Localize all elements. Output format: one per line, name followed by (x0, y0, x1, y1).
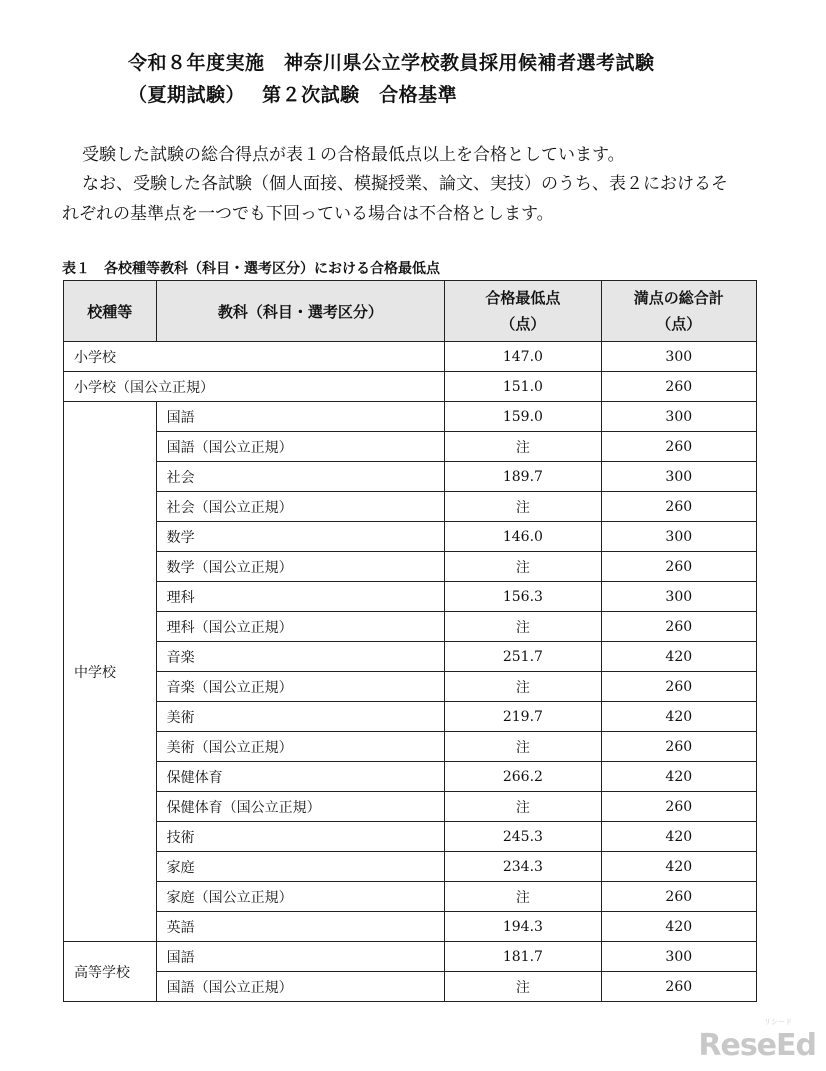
min-score-cell: 注 (445, 792, 601, 822)
subject-cell: 技術 (156, 822, 445, 852)
subject-cell: 国語 (156, 942, 445, 972)
table-row (64, 762, 757, 792)
subject-cell: 国語（国公立正規） (156, 432, 445, 462)
document-title-line1: 令和８年度実施 神奈川県公立学校教員採用候補者選考試験 (128, 52, 655, 74)
table-row (64, 702, 757, 732)
min-score-cell: 151.0 (445, 372, 601, 402)
table-row (64, 942, 757, 972)
document-title-line2: （夏期試験） 第２次試験 合格基準 (128, 84, 458, 106)
table-row (64, 432, 757, 462)
max-score-cell: 300 (601, 582, 756, 612)
header-school: 校種等 (64, 281, 157, 342)
subject-cell: 理科（国公立正規） (156, 612, 445, 642)
max-score-cell: 420 (601, 912, 756, 942)
subject-cell: 音楽（国公立正規） (156, 672, 445, 702)
subject-cell: 保健体育（国公立正規） (156, 792, 445, 822)
subject-cell: 英語 (156, 912, 445, 942)
min-score-cell: 219.7 (445, 702, 601, 732)
max-score-cell: 260 (601, 732, 756, 762)
min-score-cell: 156.3 (445, 582, 601, 612)
max-score-cell: 260 (601, 432, 756, 462)
max-score-cell: 260 (601, 672, 756, 702)
table-row (64, 552, 757, 582)
header-min-line2: （点） (500, 315, 546, 333)
passing-score-table (63, 280, 757, 1002)
max-score-cell: 300 (601, 942, 756, 972)
max-score-cell: 420 (601, 762, 756, 792)
school-label: 高等学校 (64, 942, 157, 1002)
resed-logo: ReseEd (698, 1028, 816, 1063)
min-score-cell: 注 (445, 492, 601, 522)
table-caption: 表１ 各校種等教科（科目・選考区分）における合格最低点 (62, 261, 440, 277)
table-row (64, 612, 757, 642)
subject-cell: 社会（国公立正規） (156, 492, 445, 522)
subject-cell: 美術（国公立正規） (156, 732, 445, 762)
header-max-line2: （点） (656, 315, 702, 333)
table-row (64, 972, 757, 1002)
min-score-cell: 251.7 (445, 642, 601, 672)
header-min-score (445, 281, 601, 342)
header-subject: 教科（科目・選考区分） (156, 281, 445, 342)
max-score-cell: 300 (601, 402, 756, 432)
max-score-cell: 260 (601, 372, 756, 402)
min-score-cell: 245.3 (445, 822, 601, 852)
school-label: 小学校（国公立正規） (64, 372, 445, 402)
max-score-cell: 260 (601, 552, 756, 582)
max-score-cell: 260 (601, 612, 756, 642)
min-score-cell: 159.0 (445, 402, 601, 432)
min-score-cell: 注 (445, 612, 601, 642)
min-score-cell: 181.7 (445, 942, 601, 972)
header-max-line1: 満点の総合計 (633, 289, 724, 307)
min-score-cell: 注 (445, 972, 601, 1002)
subject-cell: 保健体育 (156, 762, 445, 792)
school-label: 中学校 (64, 402, 157, 942)
max-score-cell: 260 (601, 882, 756, 912)
subject-cell: 数学 (156, 522, 445, 552)
subject-cell: 数学（国公立正規） (156, 552, 445, 582)
subject-cell: 社会 (156, 462, 445, 492)
min-score-cell: 194.3 (445, 912, 601, 942)
min-score-cell: 234.3 (445, 852, 601, 882)
min-score-cell: 266.2 (445, 762, 601, 792)
max-score-cell: 420 (601, 822, 756, 852)
max-score-cell: 420 (601, 642, 756, 672)
header-max-score (601, 281, 756, 342)
table-row (64, 582, 757, 612)
min-score-cell: 146.0 (445, 522, 601, 552)
school-label: 小学校 (64, 342, 445, 372)
table-row (64, 402, 757, 432)
table-row (64, 912, 757, 942)
table-row (64, 342, 757, 372)
min-score-cell: 注 (445, 732, 601, 762)
table-row (64, 672, 757, 702)
max-score-cell: 300 (601, 462, 756, 492)
table-row (64, 462, 757, 492)
min-score-cell: 147.0 (445, 342, 601, 372)
intro-paragraph-2: なお、受験した各試験（個人面接、模擬授業、論文、実技）のうち、表２におけるそ (82, 174, 728, 194)
table-row (64, 852, 757, 882)
table-row (64, 492, 757, 522)
max-score-cell: 300 (601, 342, 756, 372)
table-row (64, 372, 757, 402)
table-header-row (64, 281, 757, 342)
min-score-cell: 注 (445, 672, 601, 702)
watermark-sub: リシード (764, 1018, 792, 1026)
subject-cell: 家庭 (156, 852, 445, 882)
subject-cell: 国語 (156, 402, 445, 432)
intro-paragraph-1: 受験した試験の総合得点が表１の合格最低点以上を合格としています。 (82, 145, 625, 165)
table-row (64, 522, 757, 552)
intro-paragraph-3: れぞれの基準点を一つでも下回っている場合は不合格とします。 (62, 204, 554, 224)
max-score-cell: 260 (601, 972, 756, 1002)
table-row (64, 822, 757, 852)
subject-cell: 国語（国公立正規） (156, 972, 445, 1002)
header-min-line1: 合格最低点 (485, 289, 561, 307)
subject-cell: 音楽 (156, 642, 445, 672)
min-score-cell: 注 (445, 552, 601, 582)
min-score-cell: 189.7 (445, 462, 601, 492)
table-row (64, 732, 757, 762)
subject-cell: 家庭（国公立正規） (156, 882, 445, 912)
subject-cell: 理科 (156, 582, 445, 612)
table-row (64, 792, 757, 822)
max-score-cell: 420 (601, 852, 756, 882)
table-row (64, 642, 757, 672)
subject-cell: 美術 (156, 702, 445, 732)
min-score-cell: 注 (445, 432, 601, 462)
max-score-cell: 420 (601, 702, 756, 732)
min-score-cell: 注 (445, 882, 601, 912)
table-row (64, 882, 757, 912)
max-score-cell: 260 (601, 492, 756, 522)
max-score-cell: 260 (601, 792, 756, 822)
max-score-cell: 300 (601, 522, 756, 552)
